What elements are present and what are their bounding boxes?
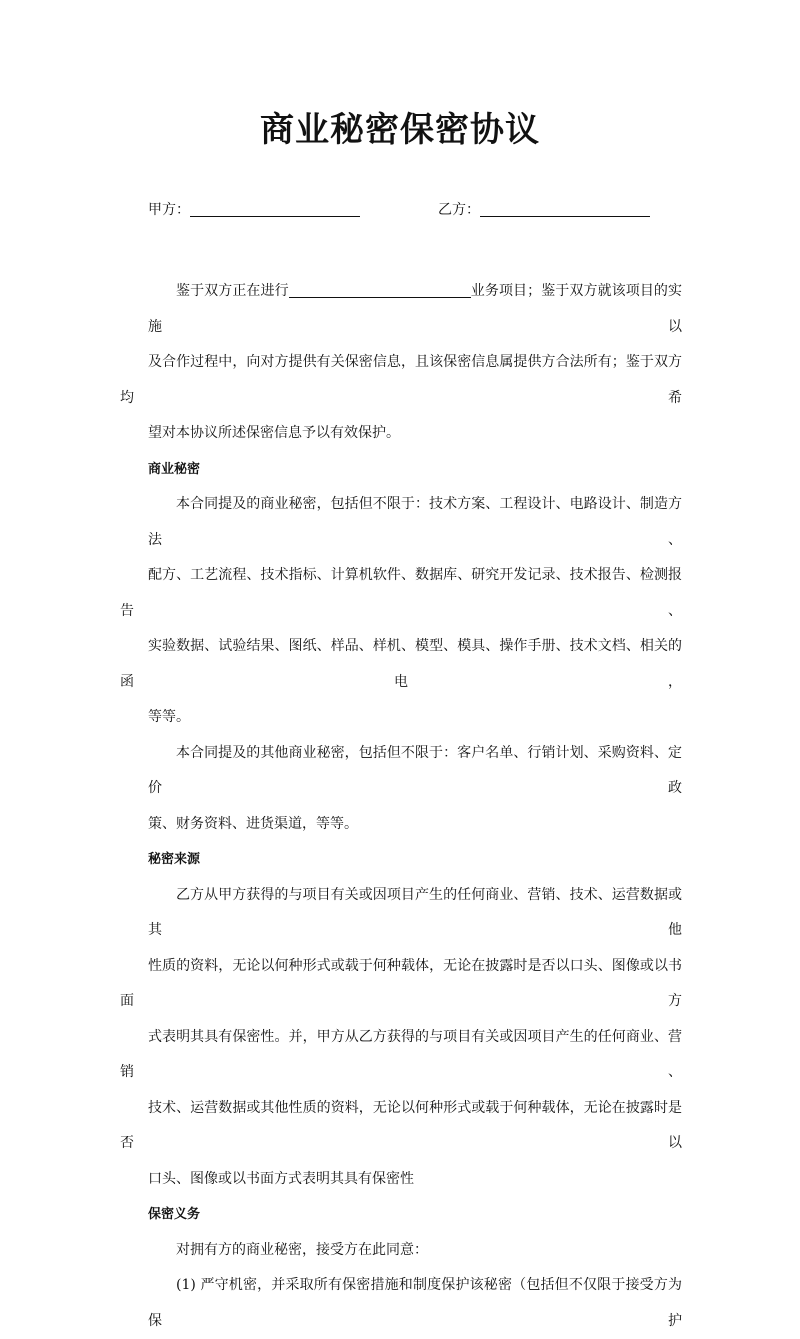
- document-body: [120, 274, 682, 1339]
- paragraph-line: 本合同提及的商业秘密，包括但不限于：技术方案、工程设计、电路设计、制造方法、: [148, 496, 682, 548]
- party-b-label: 乙方：: [438, 202, 480, 218]
- project-blank-line: [289, 281, 471, 298]
- preamble-line: [120, 274, 682, 345]
- section-paragraph: [120, 487, 682, 736]
- preamble-text: 业务项目；鉴于双方就该项目的实施以: [148, 283, 683, 335]
- paragraph-line: (1) 严守机密，并采取所有保密措施和制度保护该秘密（包括但不仅限于接受方为保护: [148, 1277, 682, 1329]
- section-heading: 保密义务: [148, 1207, 201, 1222]
- preamble-text: 鉴于双方正在进行: [176, 283, 289, 299]
- preamble-paragraph: [120, 274, 682, 452]
- section-heading: 秘密来源: [148, 852, 201, 867]
- section-paragraph: [120, 1233, 682, 1269]
- parties-row: [148, 198, 668, 222]
- paragraph-line: 性质的资料，无论以何种形式或载于何种载体，无论在披露时是否以口头、图像或以书面方: [120, 957, 682, 1009]
- preamble-line: 望对本协议所述保密信息予以有效保护。: [148, 425, 400, 441]
- paragraph-line: 配方、工艺流程、技术指标、计算机软件、数据库、研究开发记录、技术报告、检测报告、: [120, 567, 682, 619]
- section-paragraph: [120, 878, 682, 1198]
- party-b: [438, 198, 650, 222]
- section-heading: 商业秘密: [148, 461, 201, 477]
- section-paragraph: [120, 1268, 682, 1339]
- party-a: [148, 198, 360, 222]
- document-title: 商业秘密保密协议: [260, 110, 540, 150]
- paragraph-line: 式表明其具有保密性。并，甲方从乙方获得的与项目有关或因项目产生的任何商业、营销、: [120, 1028, 682, 1080]
- section-paragraph: [120, 736, 682, 843]
- paragraph-line: 策、财务资料、进货渠道，等等。: [148, 815, 358, 832]
- paragraph-line: 对拥有方的商业秘密，接受方在此同意：: [176, 1241, 428, 1258]
- paragraph-line: 乙方从甲方获得的与项目有关或因项目产生的任何商业、营销、技术、运营数据或其他: [148, 886, 682, 938]
- preamble-line: 及合作过程中，向对方提供有关保密信息，且该保密信息属提供方合法所有；鉴于双方均希: [120, 354, 682, 406]
- paragraph-line: 实验数据、试验结果、图纸、样品、样机、模型、模具、操作手册、技术文档、相关的函电，: [120, 638, 682, 690]
- paragraph-line: 技术、运营数据或其他性质的资料，无论以何种形式或载于何种载体，无论在披露时是否以: [120, 1099, 682, 1151]
- paragraph-line: 等等。: [148, 709, 190, 725]
- party-a-label: 甲方：: [148, 202, 190, 218]
- party-a-blank-line: [190, 200, 360, 217]
- party-b-blank-line: [480, 200, 650, 217]
- paragraph-line: 本合同提及的其他商业秘密，包括但不限于：客户名单、行销计划、采购资料、定价政: [148, 744, 682, 796]
- paragraph-line: 口头、图像或以书面方式表明其具有保密性: [148, 1170, 414, 1187]
